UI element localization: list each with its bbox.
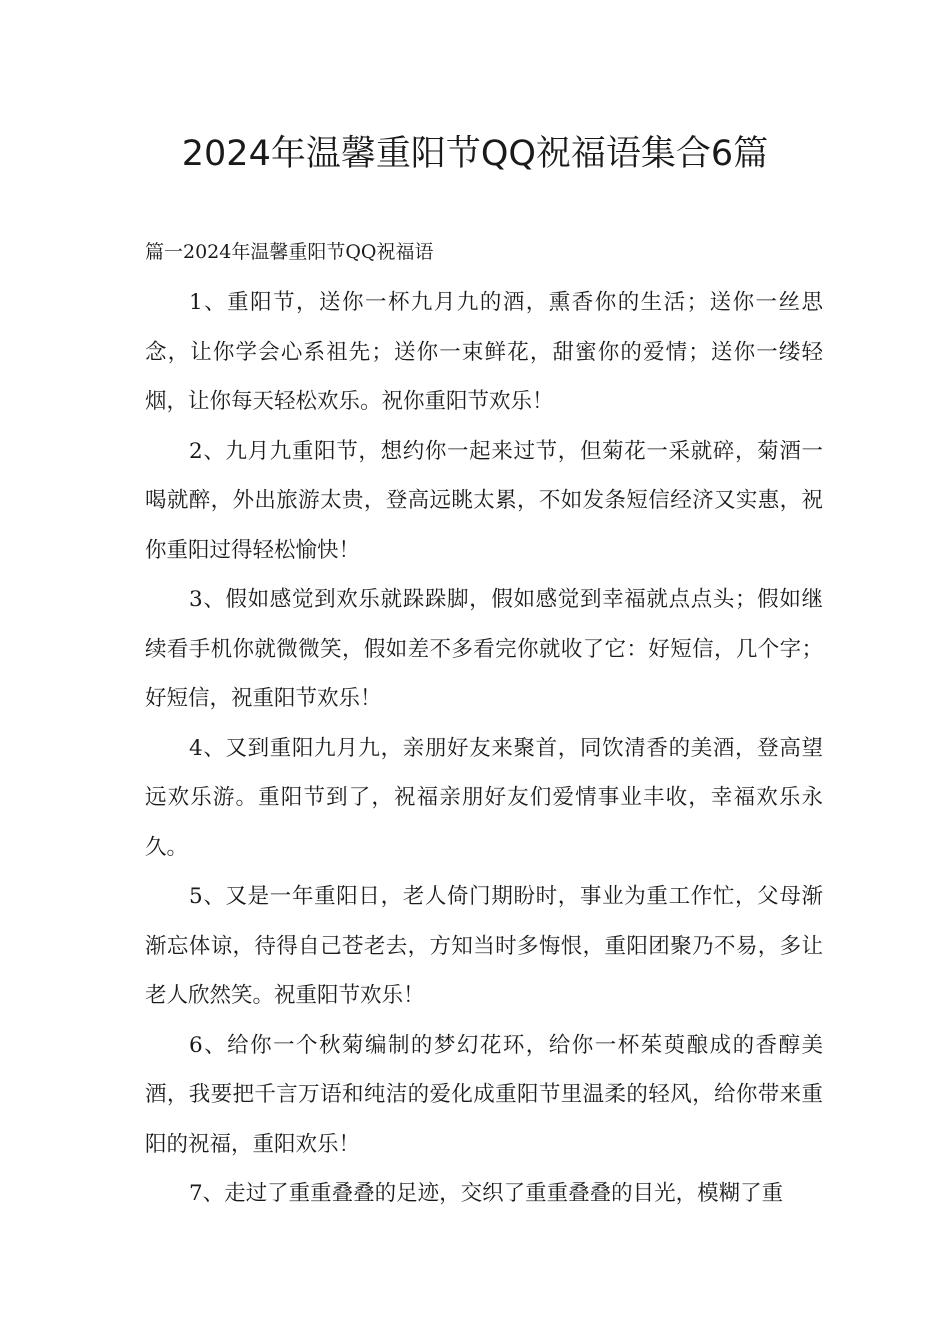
document-body: [145, 230, 823, 1219]
paragraph-4: 4、又到重阳九月九，亲朋好友来聚首，同饮清香的美酒，登高望远欢乐游。重阳节到了，祝福亲朋好友们爱情事业丰收，幸福欢乐永久。: [145, 735, 823, 860]
section-heading: 篇一2024年温馨重阳节QQ祝福语: [145, 241, 434, 263]
paragraph-6: 6、给你一个秋菊编制的梦幻花环，给你一杯茱萸酿成的香醇美酒，我要把千言万语和纯洁的爱化成重阳节里温柔的轻风，给你带来重阳的祝福，重阳欢乐！: [145, 1032, 823, 1157]
paragraph-3: 3、假如感觉到欢乐就跺跺脚，假如感觉到幸福就点点头；假如继续看手机你就微微笑，假如差不多看完你就收了它：好短信，几个字；好短信，祝重阳节欢乐！: [145, 587, 823, 711]
paragraph-5: 5、又是一年重阳日，老人倚门期盼时，事业为重工作忙，父母渐渐忘体谅，待得自己苍老去，方知当时多悔恨，重阳团聚乃不易，多让老人欣然笑。祝重阳节欢乐！: [145, 884, 823, 1008]
paragraph-7: 7、走过了重重叠叠的足迹，交织了重重叠叠的目光，模糊了重: [189, 1181, 784, 1206]
document-title: 2024年温馨重阳节QQ祝福语集合6篇: [181, 134, 769, 174]
paragraph-2: 2、九月九重阳节，想约你一起来过节，但菊花一采就碎，菊酒一喝就醉，外出旅游太贵，登高远眺太累，不如发条短信经济又实惠，祝你重阳过得轻松愉快！: [145, 438, 823, 563]
paragraph-1: 1、重阳节，送你一杯九月九的酒，熏香你的生活；送你一丝思念，让你学会心系祖先；送你一束鲜花，甜蜜你的爱情；送你一缕轻烟，让你每天轻松欢乐。祝你重阳节欢乐！: [145, 290, 823, 414]
